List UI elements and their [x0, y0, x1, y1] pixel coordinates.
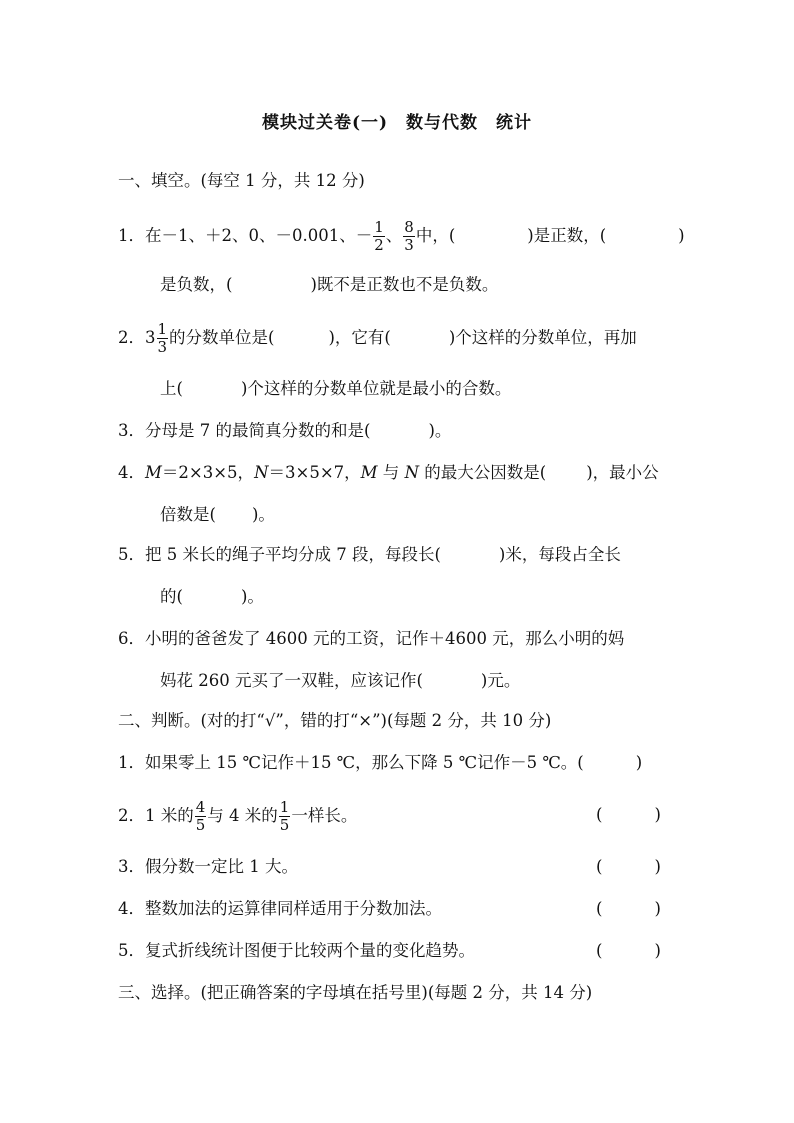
s2-question-1: 1．如果零上 15 ℃记作＋15 ℃，那么下降 5 ℃记作－5 ℃。( ) [118, 753, 643, 772]
s1-question-2: 2．3 $\frac{1}{3}$ 的分数单位是( )，它有( )个这样的分数单位，再加 [118, 320, 637, 356]
s2-question-3: 3．假分数一定比 1 大。 [118, 857, 298, 876]
fraction-1-5: $\frac{1}{5}$ [279, 798, 290, 834]
s2-question-4: 4．整数加法的运算律同样适用于分数加法。 [118, 899, 442, 918]
s2-q2-answer[interactable]: ( ) [596, 805, 661, 824]
s1-question-5-line2: 的( )。 [160, 587, 264, 606]
section2-heading: 二、判断。(对的打“√”，错的打“×”)(每题 2 分，共 10 分) [118, 711, 552, 730]
fraction-8-3: $\frac{8}{3}$ [404, 218, 414, 254]
s2-q3-answer[interactable]: ( ) [596, 857, 661, 876]
title-module: 模块过关卷(一) [261, 113, 389, 133]
s1-question-5: 5．把 5 米长的绳子平均分成 7 段，每段长( )米，每段占全长 [118, 545, 621, 564]
s1-question-2-line2: 上( )个这样的分数单位就是最小的合数。 [160, 379, 512, 398]
s2-q5-answer[interactable]: ( ) [596, 941, 661, 960]
page-title [0, 108, 794, 133]
s2-question-5: 5．复式折线统计图便于比较两个量的变化趋势。 [118, 941, 475, 960]
s2-question-2: 2．1 米的 $\frac{4}{5}$ 与 4 米的 $\frac{1}{5}$ 一样长。 [118, 798, 358, 834]
s1-question-4-line2: 倍数是( )。 [160, 505, 275, 524]
s1-question-1: 1．在－1、＋2、0、－0.001、－ $\frac{1}{2}$ 、 $\frac{8}{3}$ 中，( )是正数，( ) [118, 218, 685, 254]
s1-question-3: 3．分母是 7 的最简真分数的和是( )。 [118, 421, 452, 440]
section3-heading: 三、选择。(把正确答案的字母填在括号里)(每题 2 分，共 14 分) [118, 983, 593, 1002]
fraction-4-5: $\frac{4}{5}$ [195, 798, 206, 834]
s1-question-4: 4．M＝2×3×5，N＝3×5×7，M 与 N 的最大公因数是( )，最小公 [118, 463, 659, 482]
title-stat: 统计 [496, 113, 533, 133]
title-topic: 数与代数 [406, 113, 479, 133]
s2-q4-answer[interactable]: ( ) [596, 899, 661, 918]
fraction-1-3: $\frac{1}{3}$ [157, 320, 168, 356]
s1-question-6: 6．小明的爸爸发了 4600 元的工资，记作＋4600 元，那么小明的妈 [118, 629, 625, 648]
section1-heading: 一、填空。(每空 1 分，共 12 分) [118, 171, 365, 190]
s1-question-6-line2: 妈花 260 元买了一双鞋，应该记作( )元。 [160, 671, 521, 690]
s1-question-1-line2: 是负数，( )既不是正数也不是负数。 [160, 275, 499, 294]
fraction-1-2: $\frac{1}{2}$ [374, 218, 384, 254]
